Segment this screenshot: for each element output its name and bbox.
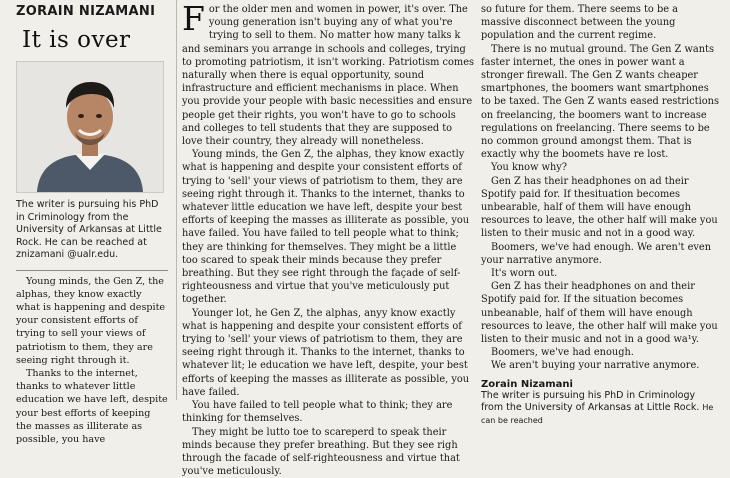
col3-paragraph-8: Boomers, we've had enough. — [481, 346, 720, 359]
lead-text: or the older men and women in power, it's over. The young generation isn't buying any of what you're trying to sell to them. No matter how many talks k and seminars you arrange in schools and colleges, trying to promoting patriotism, it isn't working. Patriotism comes naturally when there is equal opportunity, sound infrastructure and efficient mechanisms in place. When you provide your people with basic necessities and ensure people get their rights, you won't have to go to schools and colleges to tell students that they are supposed to love their country, they already will nonetheless. — [182, 4, 474, 147]
left-column — [16, 0, 168, 400]
lead-paragraph — [182, 3, 475, 148]
col3-paragraph-4: Gen Z has their headphones on ad their Spotify paid for. If thesituation becomes unbearable, half of them will have enough resources to leave, the other half will make you listen to their music and not in a good way. — [481, 175, 720, 241]
col2-paragraph-4: They might be lutto toe to scareperd to speak their minds because they prefer breathing. But they see righ through the facade of self-righteousness and virtue that you've meticulously. — [182, 426, 475, 478]
col3-paragraph-2: There is no mutual ground. The Gen Z wants faster internet, the ones in power want a stronger firewall. The Gen Z wants cheaper smartphones, the boomers want smartphones to be taxed. The Gen Z wants eased restrictions on freelancing, the boomers want to increase regulations on freelancing. There seems to be no common ground amongst them. That is exactly why the boomets have re lost. — [481, 43, 720, 162]
signature-name: Zorain Nizamani — [481, 379, 720, 390]
col1-paragraph-1: Young minds, the Gen Z, the alphas, they know exactly what is happening and despite your consistent efforts of trying to sell your views of patriotism to them, they are seeing right through it. — [16, 275, 168, 367]
col3-paragraph-7: Gen Z has their headphones on and their Spotify paid for. If the situation becomes unbeanable, half of them will have enough resources to leave, the other half will make you listen to their music and not in a good wa¹y. — [481, 280, 720, 346]
col3-paragraph-6: It's worn out. — [481, 267, 720, 280]
middle-column — [182, 0, 475, 400]
portrait-illustration — [17, 62, 163, 192]
author-portrait-photo — [16, 61, 164, 193]
col3-paragraph-9: We aren't buying your narrative anymore. — [481, 359, 720, 372]
author-name: ZORAIN NIZAMANI — [16, 4, 168, 19]
col2-paragraph-2: Younger lot, he Gen Z, the alphas, anyy know exactly what is happening and despite your consistent efforts of trying to 'sell' your views of patriotism to them, they are seeing right through it. Thanks to the internet, thanks to whatever lit; le education we have left, despite, your best efforts of keeping the masses as illiterate as possible, you have failed. — [182, 307, 475, 399]
divider — [16, 270, 168, 271]
right-column — [481, 0, 720, 400]
col2-paragraph-3: You have failed to tell people what to think; they are thinking for themselves. — [182, 399, 475, 425]
signature-bio — [481, 390, 720, 428]
drop-cap: F — [182, 5, 205, 33]
col1-paragraph-2: Thanks to the internet, thanks to whatever little education we have left, despite your best efforts of keeping the masses as illiterate as possible, you have — [16, 367, 168, 446]
column-rule — [176, 0, 177, 400]
signature-bio-small: He can be reached — [481, 403, 713, 425]
author-bio: The writer is pursuing his PhD in Criminology from the University of Arkansas at Little Rock. He can be reached at znizamani @ualr.edu. — [16, 199, 168, 262]
col3-paragraph-5: Boomers, we've had enough. We aren't even your narrative anymore. — [481, 241, 720, 267]
signature-bio-text: The writer is pursuing his PhD in Criminology from the University of Arkansas at Little Rock. — [481, 390, 699, 414]
col2-paragraph-1: Young minds, the Gen Z, the alphas, they know exactly what is happening and despite your consistent efforts of trying to 'sell' your views of patriotism to them, they are seeing right through it. Thanks to the internet, thanks to whatever little education we have left, despite your best efforts of keeping the masses as illiterate as possible, you have failed. You have failed to tell people what to think; they are thinking for themselves. They might be a little too scared to speak their minds because they prefer breathing. But they see right through the façade of self-righteousness and virtue that you've meticulously put together. — [182, 148, 475, 306]
col3-paragraph-3: You know why? — [481, 161, 720, 174]
headline: It is over — [22, 27, 168, 53]
col3-paragraph-1: so future for them. There seems to be a massive disconnect between the young population and the current regime. — [481, 3, 720, 43]
